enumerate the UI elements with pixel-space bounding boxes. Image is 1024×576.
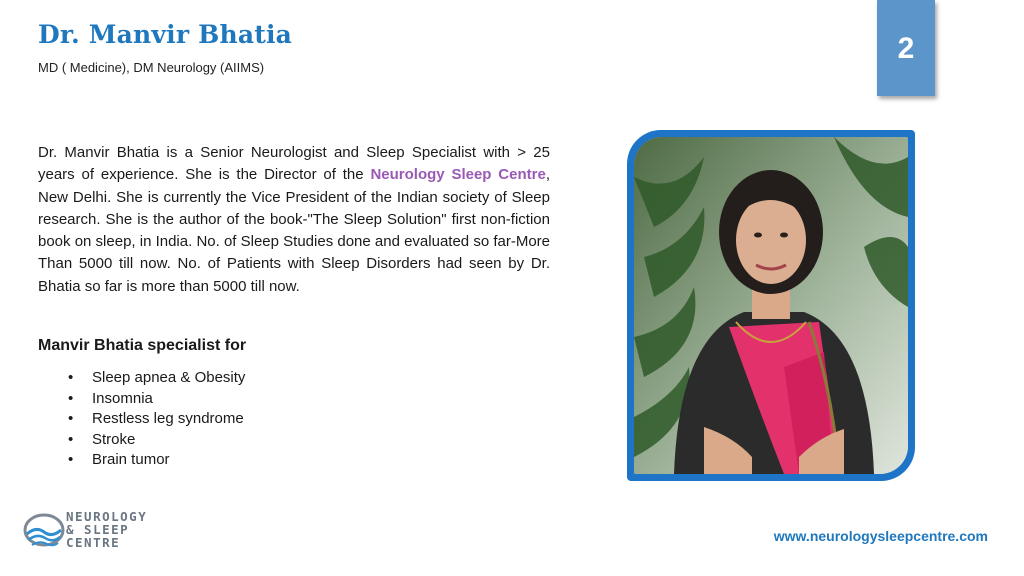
doctor-name-title: Dr. Manvir Bhatia: [38, 20, 293, 49]
doctor-qualifications: MD ( Medicine), DM Neurology (AIIMS): [38, 60, 265, 75]
bio-highlight: Neurology Sleep Centre: [370, 166, 546, 184]
specialty-item: • Insomnia: [68, 389, 245, 410]
logo-line-3: CENTRE: [66, 535, 121, 550]
specialty-item: • Sleep apnea & Obesity: [68, 368, 245, 389]
logo-brain-icon: [22, 510, 66, 554]
specialties-list: [68, 368, 245, 471]
bio-text-start: Dr. Manvir Bhatia is a Senior Neurologist and Sleep Specialist with > 25 years of experience. She is the Director of the: [38, 144, 550, 184]
website-link[interactable]: www.neurologysleepcentre.com: [773, 528, 988, 544]
page-number-badge: [877, 0, 935, 96]
specialty-item: • Brain tumor: [68, 450, 245, 471]
specialty-item: • Stroke: [68, 430, 245, 451]
neurology-sleep-centre-logo: [22, 508, 162, 556]
bio-text-end: , New Delhi. She is currently the Vice President of the Indian society of Sleep research. She is the author of the book-"The Sleep Solution" first non-fiction book on sleep, in India. No. of Sleep Studies done and evaluated so far-More Than 5000 till now. No. of Patients with Sleep Disorders had seen by Dr. Bhatia so far is more than 5000 till now.: [38, 166, 550, 295]
doctor-photo: [634, 137, 908, 474]
logo-wordmark: [66, 510, 147, 549]
portrait-illustration: [634, 137, 908, 474]
specialties-heading: Manvir Bhatia specialist for: [38, 337, 247, 354]
bio-paragraph: [38, 142, 550, 298]
page-number: 2: [897, 32, 915, 65]
doctor-photo-frame: [627, 130, 915, 481]
logo-line-2: & SLEEP: [66, 522, 130, 537]
specialty-item: • Restless leg syndrome: [68, 409, 245, 430]
logo-line-1: NEUROLOGY: [66, 509, 148, 524]
